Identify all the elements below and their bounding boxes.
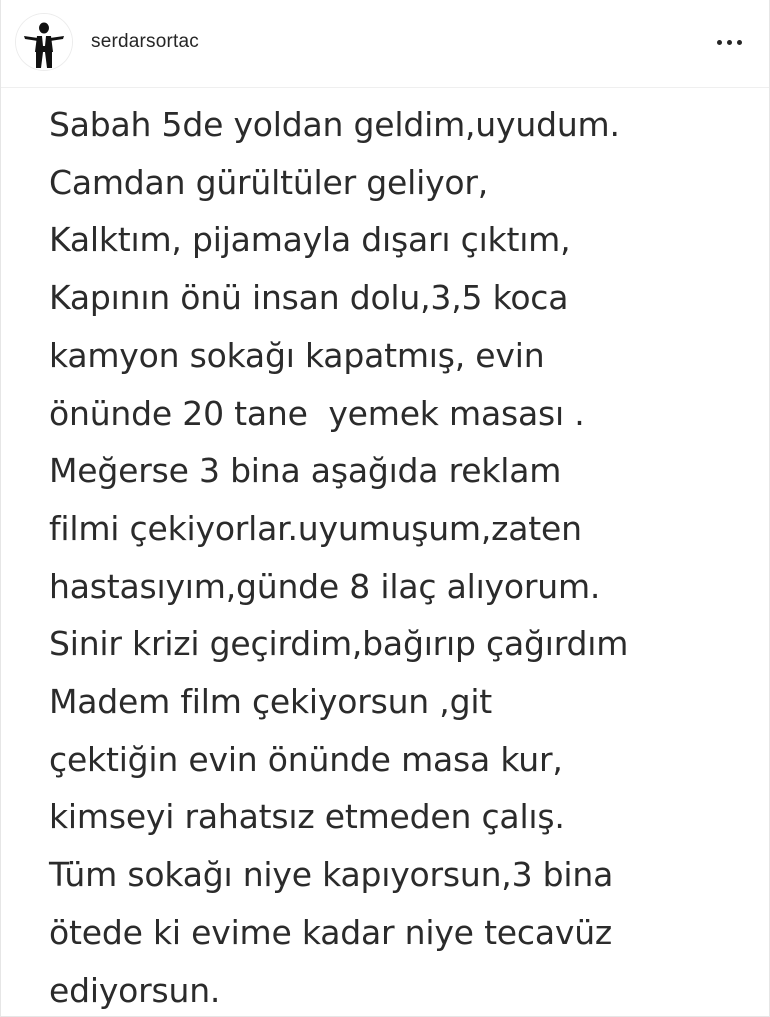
post-line: Sinir krizi geçirdim,bağırıp çağırdım [49, 624, 629, 664]
post-text [49, 96, 749, 1017]
username[interactable]: serdarsortac [91, 31, 199, 52]
post-line: ediyorsun. [49, 970, 221, 1010]
post-line: önünde 20 tane yemek masası . [49, 393, 585, 433]
post-line: Meğerse 3 bina aşağıda reklam [49, 451, 562, 491]
post-line: kamyon sokağı kapatmış, evin [49, 335, 545, 375]
more-options-button[interactable] [711, 28, 747, 56]
more-horizontal-icon [717, 40, 722, 45]
post-line: kimseyi rahatsız etmeden çalış. [49, 797, 565, 837]
post-line: çektiğin evin önünde masa kur, [49, 739, 563, 779]
more-dot [737, 40, 742, 45]
post-line: Kapının önü insan dolu,3,5 koca [49, 278, 569, 318]
post-line: filmi çekiyorlar.uyumuşum,zaten [49, 508, 582, 548]
post-line: Tüm sokağı niye kapıyorsun,3 bina [49, 855, 614, 895]
post-line: Camdan gürültüler geliyor, [49, 162, 489, 202]
more-dot [727, 40, 732, 45]
post-line: Sabah 5de yoldan geldim,uyudum. [49, 105, 620, 144]
post-line: Kalktım, pijamayla dışarı çıktım, [49, 220, 571, 260]
person-tuxedo-icon [16, 14, 72, 70]
post-header [1, 0, 769, 88]
post-line: ötede ki evime kadar niye tecavüz [49, 912, 613, 952]
avatar[interactable] [16, 14, 72, 70]
post-line: hastasıyım,günde 8 ilaç alıyorum. [49, 566, 601, 606]
post-line: Madem film çekiyorsun ,git [49, 682, 493, 722]
